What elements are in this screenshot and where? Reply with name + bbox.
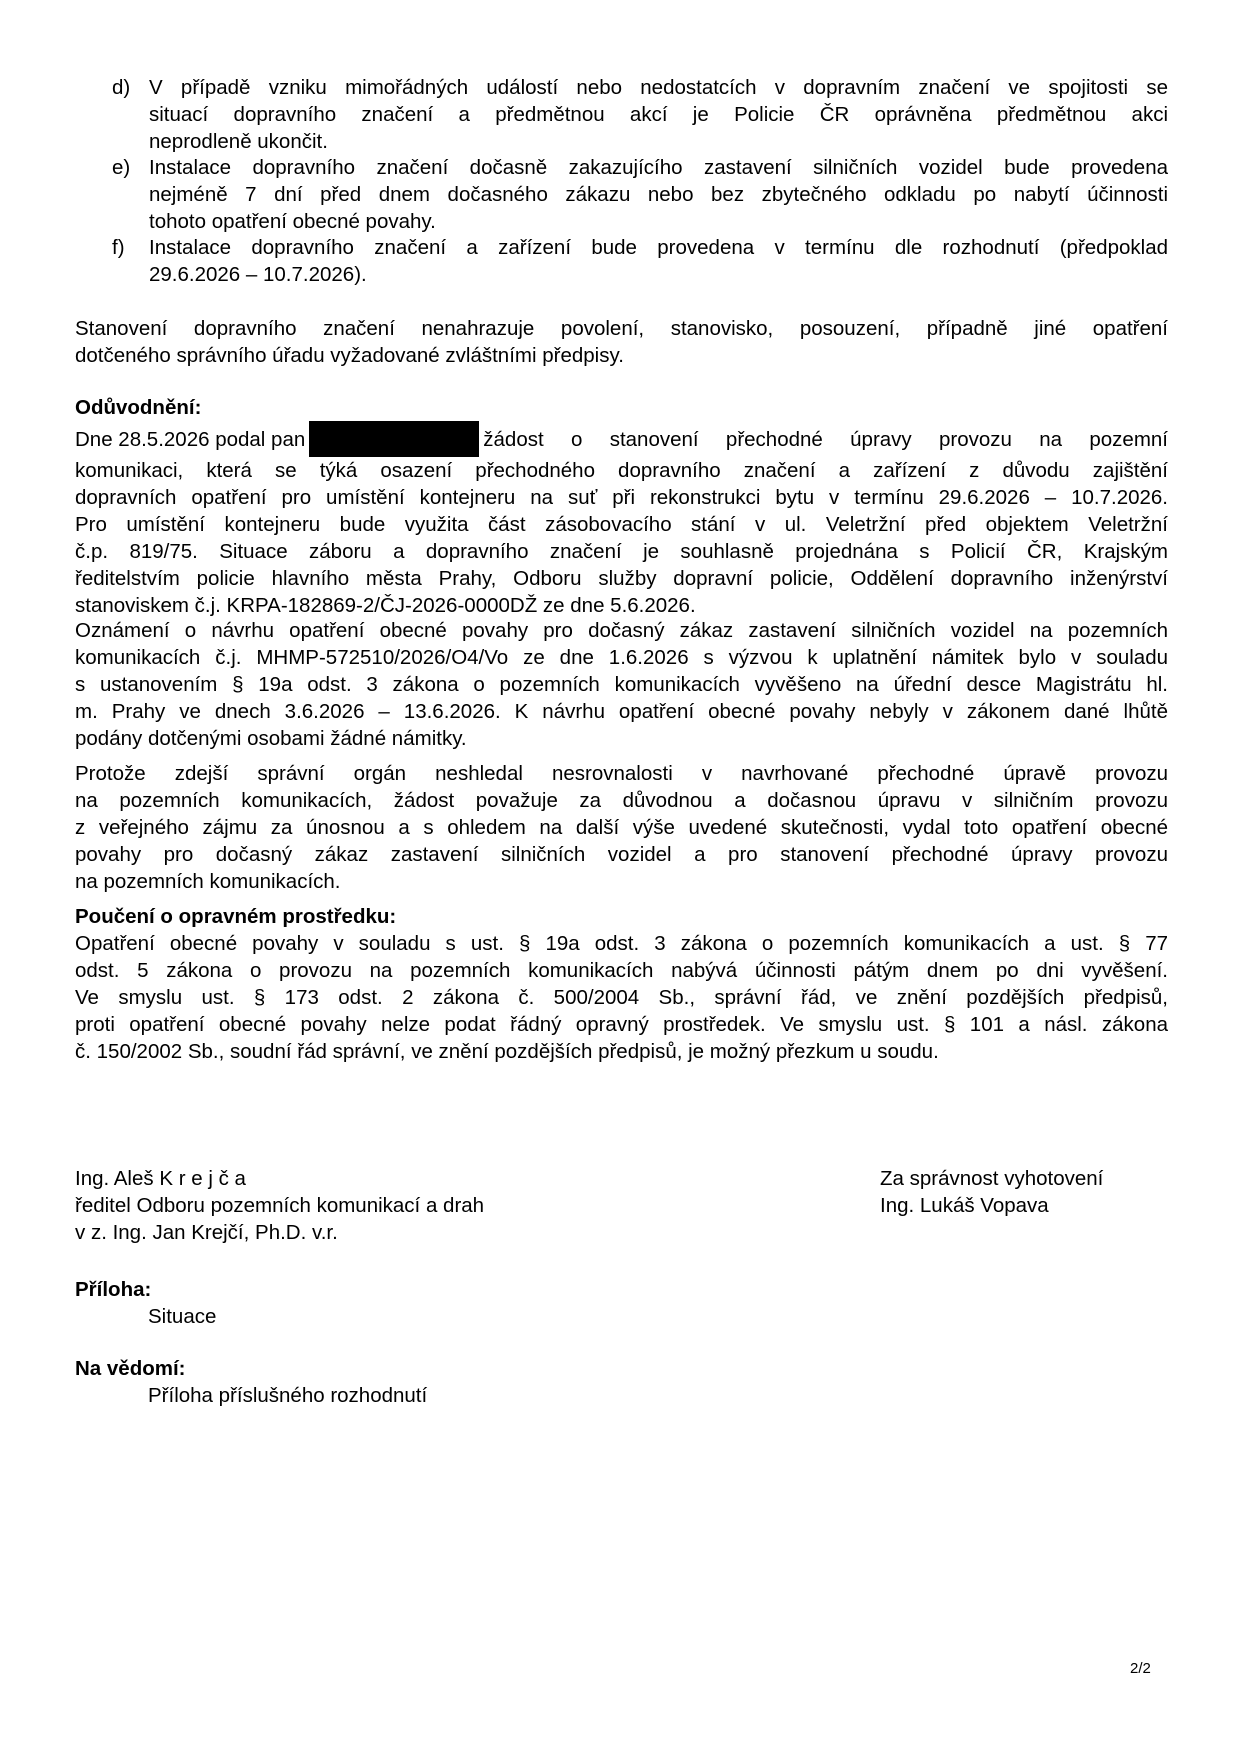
text-line: s ustanovením § 19a odst. 3 zákona o pozemních komunikacích vyvěšeno na úřední desce Magistrátu hl. (75, 673, 1168, 696)
text-line: ředitelstvím policie hlavního města Prahy, Odboru služby dopravní policie, Oddělení dopravního inženýrství (75, 567, 1168, 590)
list-marker: f) (112, 236, 125, 259)
text-line: Opatření obecné povahy v souladu s ust. § 19a odst. 3 zákona o pozemních komunikacích a ust. § 77 (75, 932, 1168, 955)
section-heading: Příloha: (75, 1278, 152, 1301)
text-line: stanoviskem č.j. KRPA-182869-2/ČJ-2026-0000DŽ ze dne 5.6.2026. (75, 594, 696, 617)
oduvodneni-section (75, 394, 1168, 619)
text-line: odst. 5 zákona o provozu na pozemních komunikacích nabývá účinnosti pátým dnem po dni vyvěšení. (75, 959, 1168, 982)
signatory-name: Ing. Aleš K r e j č a (75, 1167, 246, 1190)
signatory-substitute: v z. Ing. Jan Krejčí, Ph.D. v.r. (75, 1221, 338, 1244)
pouceni-section (75, 903, 1168, 1065)
oznameni-paragraph (75, 617, 1168, 752)
text-line: na pozemních komunikacích, žádost považuje za důvodnou a dočasnou úpravu v silničním provozu (75, 789, 1168, 812)
text-line: dotčeného správního úřadu vyžadované zvláštními předpisy. (75, 344, 624, 367)
list-item-e (112, 154, 1168, 235)
section-heading: Odůvodnění: (75, 396, 202, 419)
na-vedomi-section (75, 1355, 1168, 1409)
text-line: povahy pro dočasný zákaz zastavení silničních vozidel a pro stanovení přechodné úpravy provozu (75, 843, 1168, 866)
page-number: 2/2 (1130, 1660, 1151, 1677)
text-line: Ve smyslu ust. § 173 odst. 2 zákona č. 500/2004 Sb., správní řád, ve znění pozdějších předpisů, (75, 986, 1168, 1009)
text-line: m. Prahy ve dnech 3.6.2026 – 13.6.2026. K návrhu opatření obecné povahy nebyly v zákonem dané lhůtě (75, 700, 1168, 723)
text-line: Stanovení dopravního značení nenahrazuje povolení, stanovisko, posouzení, případně jiné opatření (75, 317, 1168, 340)
text-line: tohoto opatření obecné povahy. (149, 210, 436, 233)
list-item-d (112, 74, 1168, 155)
protoze-paragraph (75, 760, 1168, 895)
list-item-f (112, 234, 1168, 288)
text-line: z veřejného zájmu za únosnou a s ohledem na další výše uvedené skutečnosti, vydal toto opatření obecné (75, 816, 1168, 839)
text-line (75, 421, 1168, 457)
certification-label: Za správnost vyhotovení (880, 1167, 1104, 1190)
text-line: Protože zdejší správní orgán neshledal nesrovnalosti v navrhované přechodné úpravě provozu (75, 762, 1168, 785)
text-fragment: Dne 28.5.2026 podal pan (75, 427, 306, 451)
signature-left (75, 1165, 595, 1246)
text-line: č.p. 819/75. Situace záboru a dopravního značení je souhlasně projednána s Policií ČR, Krajským (75, 540, 1168, 563)
text-line: nejméně 7 dní před dnem dočasného zákazu nebo bez zbytečného odkladu po nabytí účinnosti (149, 183, 1168, 206)
notice-item: Příloha příslušného rozhodnutí (148, 1384, 428, 1407)
signature-right (880, 1165, 1180, 1219)
text-line: na pozemních komunikacích. (75, 870, 341, 893)
list-marker: d) (112, 76, 131, 99)
text-line: proti opatření obecné povahy nelze podat řádný opravný prostředek. Ve smyslu ust. § 101 a násl. zákona (75, 1013, 1168, 1036)
priloha-section (75, 1276, 1168, 1330)
text-line: komunikacích č.j. MHMP-572510/2026/O4/Vo ze dne 1.6.2026 s výzvou k uplatnění námitek bylo v souladu (75, 646, 1168, 669)
text-line: neprodleně ukončit. (149, 130, 328, 153)
text-line: dopravních opatření pro umístění kontejneru na suť při rekonstrukci bytu v termínu 29.6.2026 – 10.7.2026. (75, 486, 1168, 509)
stanoveni-paragraph (75, 315, 1168, 369)
text-line: podány dotčenými osobami žádné námitky. (75, 727, 467, 750)
text-line: V případě vzniku mimořádných událostí nebo nedostatcích v dopravním značení ve spojitosti se (149, 76, 1168, 99)
text-line: 29.6.2026 – 10.7.2026). (149, 263, 367, 286)
text-line: komunikaci, která se týká osazení přechodného dopravního značení a zařízení z důvodu zajištění (75, 459, 1168, 482)
section-heading: Poučení o opravném prostředku: (75, 905, 397, 928)
certifier-name: Ing. Lukáš Vopava (880, 1194, 1049, 1217)
signatory-title: ředitel Odboru pozemních komunikací a drah (75, 1194, 485, 1217)
section-heading: Na vědomí: (75, 1357, 186, 1380)
text-line: Oznámení o návrhu opatření obecné povahy pro dočasný zákaz zastavení silničních vozidel na pozemních (75, 619, 1168, 642)
text-line: č. 150/2002 Sb., soudní řád správní, ve znění pozdějších předpisů, je možný přezkum u soudu. (75, 1040, 939, 1063)
text-line: Instalace dopravního značení dočasně zakazujícího zastavení silničních vozidel bude provedena (149, 156, 1168, 179)
text-line: Pro umístění kontejneru bude využita část zásobovacího stání v ul. Veletržní před objektem Veletržní (75, 513, 1168, 536)
attachment-item: Situace (148, 1305, 217, 1328)
text-line: Instalace dopravního značení a zařízení bude provedena v termínu dle rozhodnutí (předpoklad (149, 236, 1168, 259)
text-line: situací dopravního značení a předmětnou akcí je Policie ČR oprávněna předmětnou akci (149, 103, 1168, 126)
redaction-block (309, 421, 479, 457)
text-fragment: žádost o stanovení přechodné úpravy provozu na pozemní (483, 427, 1168, 451)
list-marker: e) (112, 156, 131, 179)
